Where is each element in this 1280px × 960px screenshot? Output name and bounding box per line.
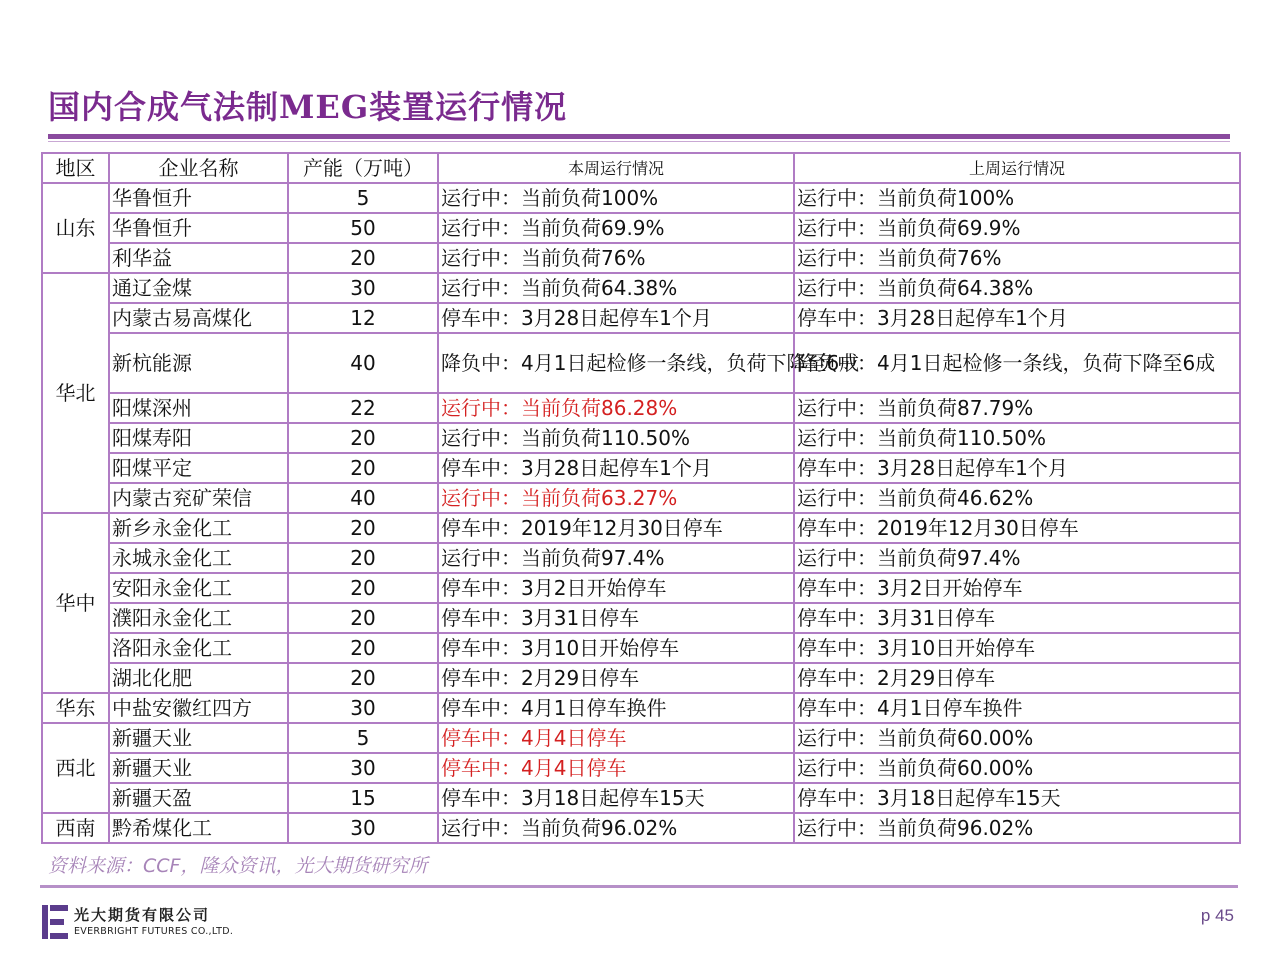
company-cell: 阳煤寿阳 <box>109 423 288 453</box>
title-underline <box>48 134 1230 139</box>
company-cell: 新疆天业 <box>109 753 288 783</box>
header-this-week: 本周运行情况 <box>438 153 794 183</box>
title-underline-thin <box>48 141 1230 142</box>
logo-text-cn: 光大期货有限公司 <box>74 906 211 924</box>
table-row <box>42 573 1240 603</box>
this-week-cell: 运行中：当前负荷100% <box>438 183 794 213</box>
region-cell-shandong: 山东 <box>42 183 109 273</box>
this-week-cell: 停车中：4月1日停车换件 <box>438 693 794 723</box>
this-week-cell: 运行中：当前负荷64.38% <box>438 273 794 303</box>
company-cell: 中盐安徽红四方 <box>109 693 288 723</box>
this-week-cell-highlighted: 运行中：当前负荷86.28% <box>438 393 794 423</box>
this-week-cell: 运行中：当前负荷76% <box>438 243 794 273</box>
company-cell: 内蒙古兖矿荣信 <box>109 483 288 513</box>
capacity-cell: 30 <box>288 273 438 303</box>
table-row <box>42 783 1240 813</box>
capacity-cell: 12 <box>288 303 438 333</box>
this-week-cell-highlighted: 运行中：当前负荷63.27% <box>438 483 794 513</box>
company-cell: 黔希煤化工 <box>109 813 288 843</box>
table-row <box>42 723 1240 753</box>
capacity-cell: 5 <box>288 183 438 213</box>
region-cell-xinan: 西南 <box>42 813 109 843</box>
last-week-cell: 运行中：当前负荷87.79% <box>794 393 1240 423</box>
company-cell: 利华益 <box>109 243 288 273</box>
capacity-cell: 20 <box>288 633 438 663</box>
capacity-cell: 5 <box>288 723 438 753</box>
this-week-cell: 停车中：3月28日起停车1个月 <box>438 453 794 483</box>
table-row <box>42 273 1240 303</box>
this-week-cell: 停车中：3月10日开始停车 <box>438 633 794 663</box>
region-cell-xibei: 西北 <box>42 723 109 813</box>
last-week-cell: 停车中：2月29日停车 <box>794 663 1240 693</box>
this-week-cell: 运行中：当前负荷110.50% <box>438 423 794 453</box>
last-week-cell: 运行中：当前负荷60.00% <box>794 723 1240 753</box>
company-cell: 通辽金煤 <box>109 273 288 303</box>
table-row <box>42 663 1240 693</box>
company-logo <box>42 903 252 943</box>
last-week-cell: 运行中：当前负荷110.50% <box>794 423 1240 453</box>
capacity-cell: 20 <box>288 453 438 483</box>
capacity-cell: 40 <box>288 333 438 393</box>
table-row <box>42 753 1240 783</box>
last-week-cell: 停车中：4月1日停车换件 <box>794 693 1240 723</box>
last-week-cell: 停车中：3月28日起停车1个月 <box>794 453 1240 483</box>
page-title: 国内合成气法制MEG装置运行情况 <box>48 88 568 126</box>
header-last-week: 上周运行情况 <box>794 153 1240 183</box>
footer-divider <box>40 885 1238 888</box>
capacity-cell: 20 <box>288 603 438 633</box>
table-row <box>42 633 1240 663</box>
company-cell: 阳煤深州 <box>109 393 288 423</box>
table-row <box>42 183 1240 213</box>
table-row <box>42 813 1240 843</box>
last-week-cell: 运行中：当前负荷60.00% <box>794 753 1240 783</box>
last-week-cell: 运行中：当前负荷46.62% <box>794 483 1240 513</box>
table-row <box>42 543 1240 573</box>
this-week-cell: 降负中：4月1日起检修一条线，负荷下降至6成 <box>438 333 794 393</box>
company-cell: 阳煤平定 <box>109 453 288 483</box>
capacity-cell: 30 <box>288 693 438 723</box>
capacity-cell: 30 <box>288 813 438 843</box>
capacity-cell: 15 <box>288 783 438 813</box>
last-week-cell: 停车中：3月10日开始停车 <box>794 633 1240 663</box>
last-week-cell: 停车中：3月2日开始停车 <box>794 573 1240 603</box>
capacity-cell: 20 <box>288 513 438 543</box>
last-week-cell: 停车中：3月18日起停车15天 <box>794 783 1240 813</box>
this-week-cell: 运行中：当前负荷96.02% <box>438 813 794 843</box>
table-row <box>42 483 1240 513</box>
this-week-cell-highlighted: 停车中：4月4日停车 <box>438 753 794 783</box>
company-cell: 安阳永金化工 <box>109 573 288 603</box>
everbright-logo-icon <box>42 905 70 939</box>
region-cell-huadong: 华东 <box>42 693 109 723</box>
last-week-cell: 运行中：当前负荷96.02% <box>794 813 1240 843</box>
table-row <box>42 693 1240 723</box>
last-week-cell: 停车中：3月28日起停车1个月 <box>794 303 1240 333</box>
capacity-cell: 20 <box>288 423 438 453</box>
company-cell: 洛阳永金化工 <box>109 633 288 663</box>
capacity-cell: 30 <box>288 753 438 783</box>
table-row <box>42 453 1240 483</box>
table-row <box>42 303 1240 333</box>
logo-text-en: EVERBRIGHT FUTURES CO.,LTD. <box>74 926 234 937</box>
capacity-cell: 20 <box>288 543 438 573</box>
this-week-cell: 停车中：2019年12月30日停车 <box>438 513 794 543</box>
company-cell: 新疆天盈 <box>109 783 288 813</box>
meg-operations-table <box>41 152 1241 844</box>
last-week-cell: 降负中：4月1日起检修一条线，负荷下降至6成 <box>794 333 1240 393</box>
capacity-cell: 20 <box>288 573 438 603</box>
company-cell: 新疆天业 <box>109 723 288 753</box>
table-row <box>42 513 1240 543</box>
company-cell: 濮阳永金化工 <box>109 603 288 633</box>
table-row <box>42 423 1240 453</box>
region-cell-huazhong: 华中 <box>42 513 109 693</box>
company-cell: 内蒙古易高煤化 <box>109 303 288 333</box>
this-week-cell: 停车中：3月31日停车 <box>438 603 794 633</box>
this-week-cell: 运行中：当前负荷97.4% <box>438 543 794 573</box>
last-week-cell: 停车中：2019年12月30日停车 <box>794 513 1240 543</box>
header-company: 企业名称 <box>109 153 288 183</box>
header-capacity: 产能（万吨） <box>288 153 438 183</box>
table-row <box>42 243 1240 273</box>
company-cell: 华鲁恒升 <box>109 213 288 243</box>
table-row <box>42 603 1240 633</box>
company-cell: 永城永金化工 <box>109 543 288 573</box>
company-cell: 湖北化肥 <box>109 663 288 693</box>
table-row <box>42 333 1240 393</box>
capacity-cell: 20 <box>288 663 438 693</box>
last-week-cell: 运行中：当前负荷64.38% <box>794 273 1240 303</box>
capacity-cell: 40 <box>288 483 438 513</box>
last-week-cell: 运行中：当前负荷76% <box>794 243 1240 273</box>
last-week-cell: 运行中：当前负荷69.9% <box>794 213 1240 243</box>
company-cell: 新杭能源 <box>109 333 288 393</box>
this-week-cell: 停车中：3月2日开始停车 <box>438 573 794 603</box>
region-cell-huabei: 华北 <box>42 273 109 513</box>
capacity-cell: 22 <box>288 393 438 423</box>
source-note: 资料来源：CCF，隆众资讯，光大期货研究所 <box>48 855 428 877</box>
capacity-cell: 50 <box>288 213 438 243</box>
last-week-cell: 停车中：3月31日停车 <box>794 603 1240 633</box>
page-number: p 45 <box>1200 906 1234 925</box>
this-week-cell: 停车中：2月29日停车 <box>438 663 794 693</box>
company-cell: 新乡永金化工 <box>109 513 288 543</box>
this-week-cell: 停车中：3月28日起停车1个月 <box>438 303 794 333</box>
table-row <box>42 393 1240 423</box>
last-week-cell: 运行中：当前负荷100% <box>794 183 1240 213</box>
table-row <box>42 213 1240 243</box>
company-cell: 华鲁恒升 <box>109 183 288 213</box>
this-week-cell: 停车中：3月18日起停车15天 <box>438 783 794 813</box>
capacity-cell: 20 <box>288 243 438 273</box>
this-week-cell-highlighted: 停车中：4月4日停车 <box>438 723 794 753</box>
this-week-cell: 运行中：当前负荷69.9% <box>438 213 794 243</box>
last-week-cell: 运行中：当前负荷97.4% <box>794 543 1240 573</box>
header-region: 地区 <box>42 153 109 183</box>
